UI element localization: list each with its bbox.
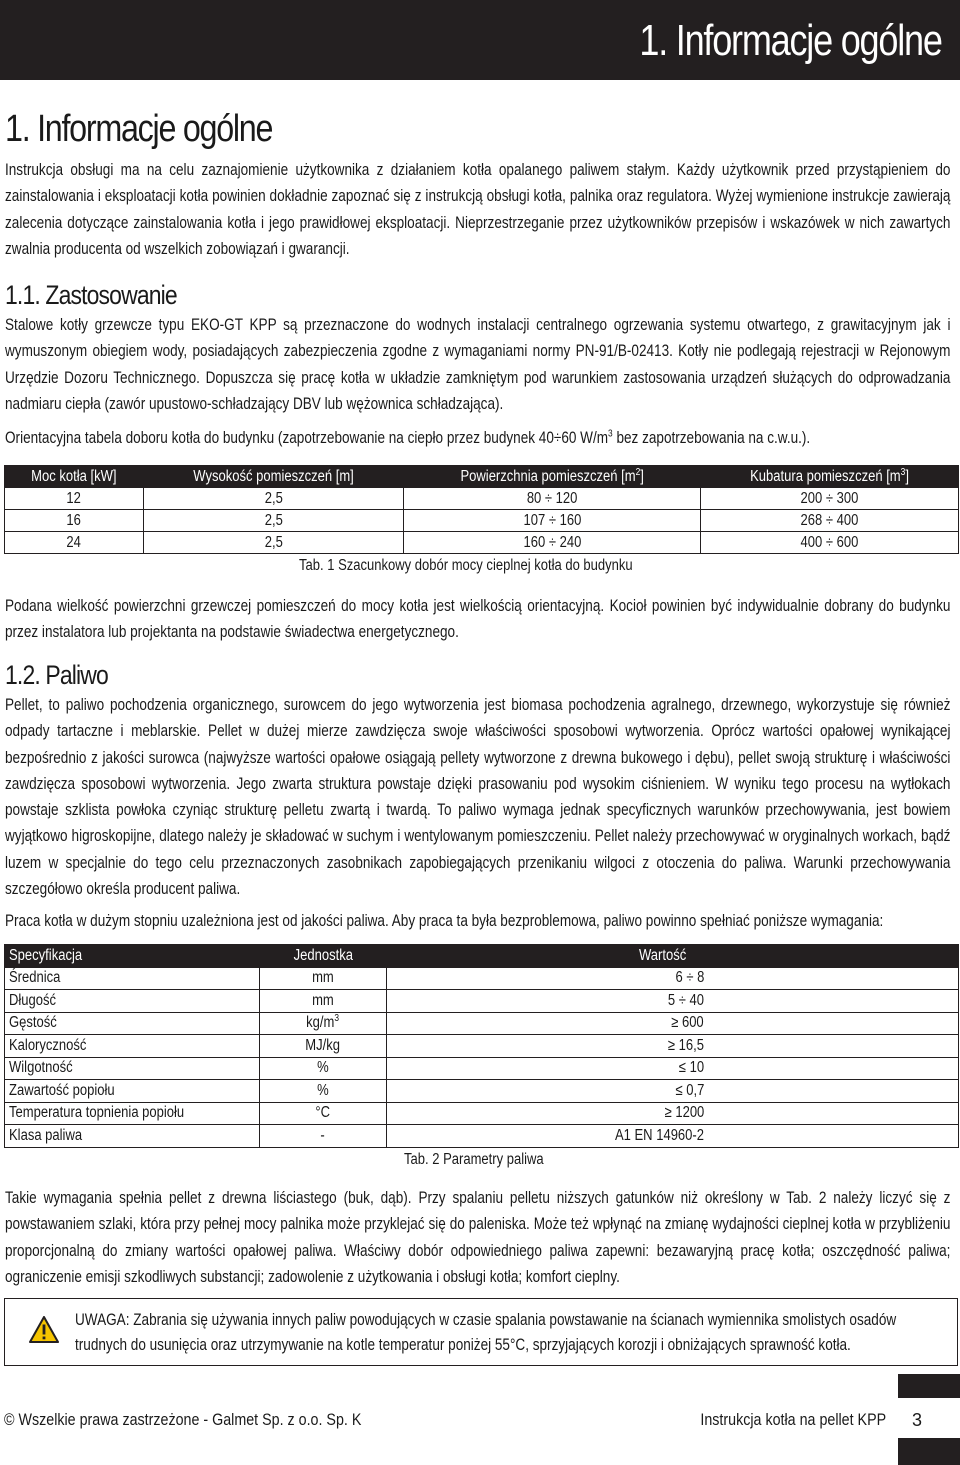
table-row: 16 2,5 107 ÷ 160 268 ÷ 400 (5, 510, 959, 532)
section-1-1-after-table: Podana wielkość powierzchni grzewczej pomieszczeń do mocy kotła jest wielkością orientacyjną. Kocioł powinien być indywidualnie dobrany do budynku przez instalatora lub projektanta na podstawie świadectwa energetycznego. (5, 597, 951, 642)
footer-copyright: © Wszelkie prawa zastrzeżone - Galmet Sp. z o.o. Sp. K (4, 1410, 362, 1429)
page-number: 3 (912, 1410, 923, 1430)
table2-intro: Praca kotła w dużym stopniu uzależniona jest od jakości paliwa. Aby praca ta była bezproblemowa, paliwo powinno spełniać poniższe wymagania: (5, 912, 884, 930)
section-1-2-after-table: Takie wymagania spełnia pellet z drewna liściastego (buk, dąb). Przy spalaniu pelletu niższych gatunków niż określony w Tab. 2 należy liczyć się z powstawaniem szlaki, która przy pełnej mocy palnika może przyklejać się do paleniska. Może też wpłynąć na zmianę wydajności cieplnej kotła w przybliżeniu proporcjonalną do zmiany wartości opałowej paliwa. Właściwy dobór odpowiedniego paliwa zapewni: bezawaryjną pracę kotła; oszczędność paliwa; ograniczenie emisji szkodliwych substancji; zadowolenie z użytkowania i obsługi kotła; komfort cieplny. (5, 1189, 951, 1286)
warning-triangle-icon (29, 1316, 59, 1343)
table-header-cell: Moc kotła [kW] (5, 466, 144, 488)
section-1-2-paragraph: Pellet, to paliwo pochodzenia organicznego, surowcem do jego wytworzenia jest biomasa pochodzenia agralnego, drzewnego, wykorzystuje się również odpady tartaczne i meblarskie. Pellet w dużej mierze zawdzięcza swoje właściwości sposobowi wytworzenia. Oprócz wartości opałowej wynikającej bezpośrednio z jakości surowca (najwyższe wartości opałowe osiągają pellety wytworzone z drewna bukowego i dębu), pellet swoją strukturę i właściwości zawdzięcza sposobowi wytworzenia. Jego zwarta struktura powstaje dzięki prasowaniu pod wysokim ciśnieniem. W wyniku tego procesu na wytłokach powstaje szklista powłoka czyniąc strukturę pelletu zwartą i twardą. To paliwo wymaga jednak specyficznych warunków przechowywania, jest bowiem wyjątkowo higroskopijne, dlatego należy je składować w suchym i wentylowanym pomieszczeniu. Pellet należy przechowywać w oryginalnych workach, bądź luzem w specjalnie do tego celu przeznaczonych zasobnikach zapobiegających przenikaniu wilgoci z otoczenia do paliwa. Warunki przechowywania szczegółowo określa producent paliwa. (5, 696, 951, 899)
footer-doc-title: Instrukcja kotła na pellet KPP (700, 1410, 886, 1429)
table-header-cell: Wysokość pomieszczeń [m] (144, 466, 404, 488)
boiler-selection-table (4, 465, 959, 554)
table-header-cell: Kubatura pomieszczeń $[m^3]$ (701, 466, 959, 488)
page-number-background (898, 1398, 960, 1438)
section-1-2-heading: 1.2. Paliwo (5, 660, 108, 690)
intro-paragraph: Instrukcja obsługi ma na celu zaznajomienie użytkownika z działaniem kotła opalanego paliwem stałym. Każdy użytkownik przed przystąpieniem do zainstalowania i eksploatacji kotła powinien dokładnie zapoznać się z instrukcją obsługi kotła, palnika oraz regulatora. Wyżej wymienione instrukcje zawierają zalecenia dotyczące zainstalowania kotła i jego prawidłowej eksploatacji. Nieprzestrzeganie przez użytkowników przepisów i wskazówek w nich zawartych zwalnia producenta od wszelkich zobowiązań i gwarancji. (5, 161, 951, 258)
table-row: Klasa paliwa - A1 EN 14960-2 (5, 1125, 959, 1148)
table-row: Gęstość $kg/m^3$ ≥ 600 (5, 1012, 959, 1035)
table-row: 12 2,5 80 ÷ 120 200 ÷ 300 (5, 488, 959, 510)
warning-text: UWAGA: Zabrania się używania innych paliw powodujących w czasie spalania powstawanie na ścianach wymiennika smolistych osadów trudnych do usunięcia oraz utrzymywanie na kotle temperatur poniżej 55°C, sprzyjających korozji i obniżających sprawność kotła. (75, 1311, 897, 1354)
table-row: Kaloryczność MJ/kg ≥ 16,5 (5, 1035, 959, 1058)
table-row: Wilgotność % ≤ 10 (5, 1057, 959, 1080)
header-title: 1. Informacje ogólne (639, 16, 942, 65)
section-1-1-heading: 1.1. Zastosowanie (5, 280, 177, 310)
warning-box (4, 1298, 958, 1366)
page-header (0, 0, 960, 80)
table-header-row: Specyfikacja Jednostka Wartość (5, 945, 959, 968)
table-row: Średnica mm 6 ÷ 8 (5, 967, 959, 990)
main-heading: 1. Informacje ogólne (5, 108, 273, 150)
table-header-row (5, 466, 959, 488)
section-1-1-paragraph: Stalowe kotły grzewcze typu EKO-GT KPP są przeznaczone do wodnych instalacji centralnego ogrzewania systemu otwartego, z grawitacyjnym jak i wymuszonym obiegiem wody, posiadających zabezpieczenia zgodne z wymaganiami normy PN-91/B-02413. Kotły nie podlegają rejestracji w Rejonowym Urzędzie Dozoru Technicznego. Dopuszcza się pracę kotła w układzie zamkniętym pod warunkiem zastosowania urządzeń służących do odprowadzania nadmiaru ciepła (zawór upustowo-schładzający DBV lub wężownica schładzająca). (5, 316, 951, 413)
fuel-parameters-table (4, 944, 959, 1148)
table1-caption: Tab. 1 Szacunkowy dobór mocy cieplnej kotła do budynku (299, 557, 633, 574)
table-row: 24 2,5 160 ÷ 240 400 ÷ 600 (5, 532, 959, 554)
table2-caption: Tab. 2 Parametry paliwa (404, 1151, 544, 1168)
table-header-cell: Powierzchnia pomieszczeń $[m^2]$ (404, 466, 701, 488)
table1-intro: Orientacyjna tabela doboru kotła do budynku (zapotrzebowanie na ciepło przez budynek 40÷60 $W/m^3$ bez zapotrzebowania na c.w.u.). (5, 428, 811, 447)
table-row: Temperatura topnienia popiołu °C ≥ 1200 (5, 1102, 959, 1125)
table-row: Długość mm 5 ÷ 40 (5, 990, 959, 1013)
table-row: Zawartość popiołu % ≤ 0,7 (5, 1080, 959, 1103)
